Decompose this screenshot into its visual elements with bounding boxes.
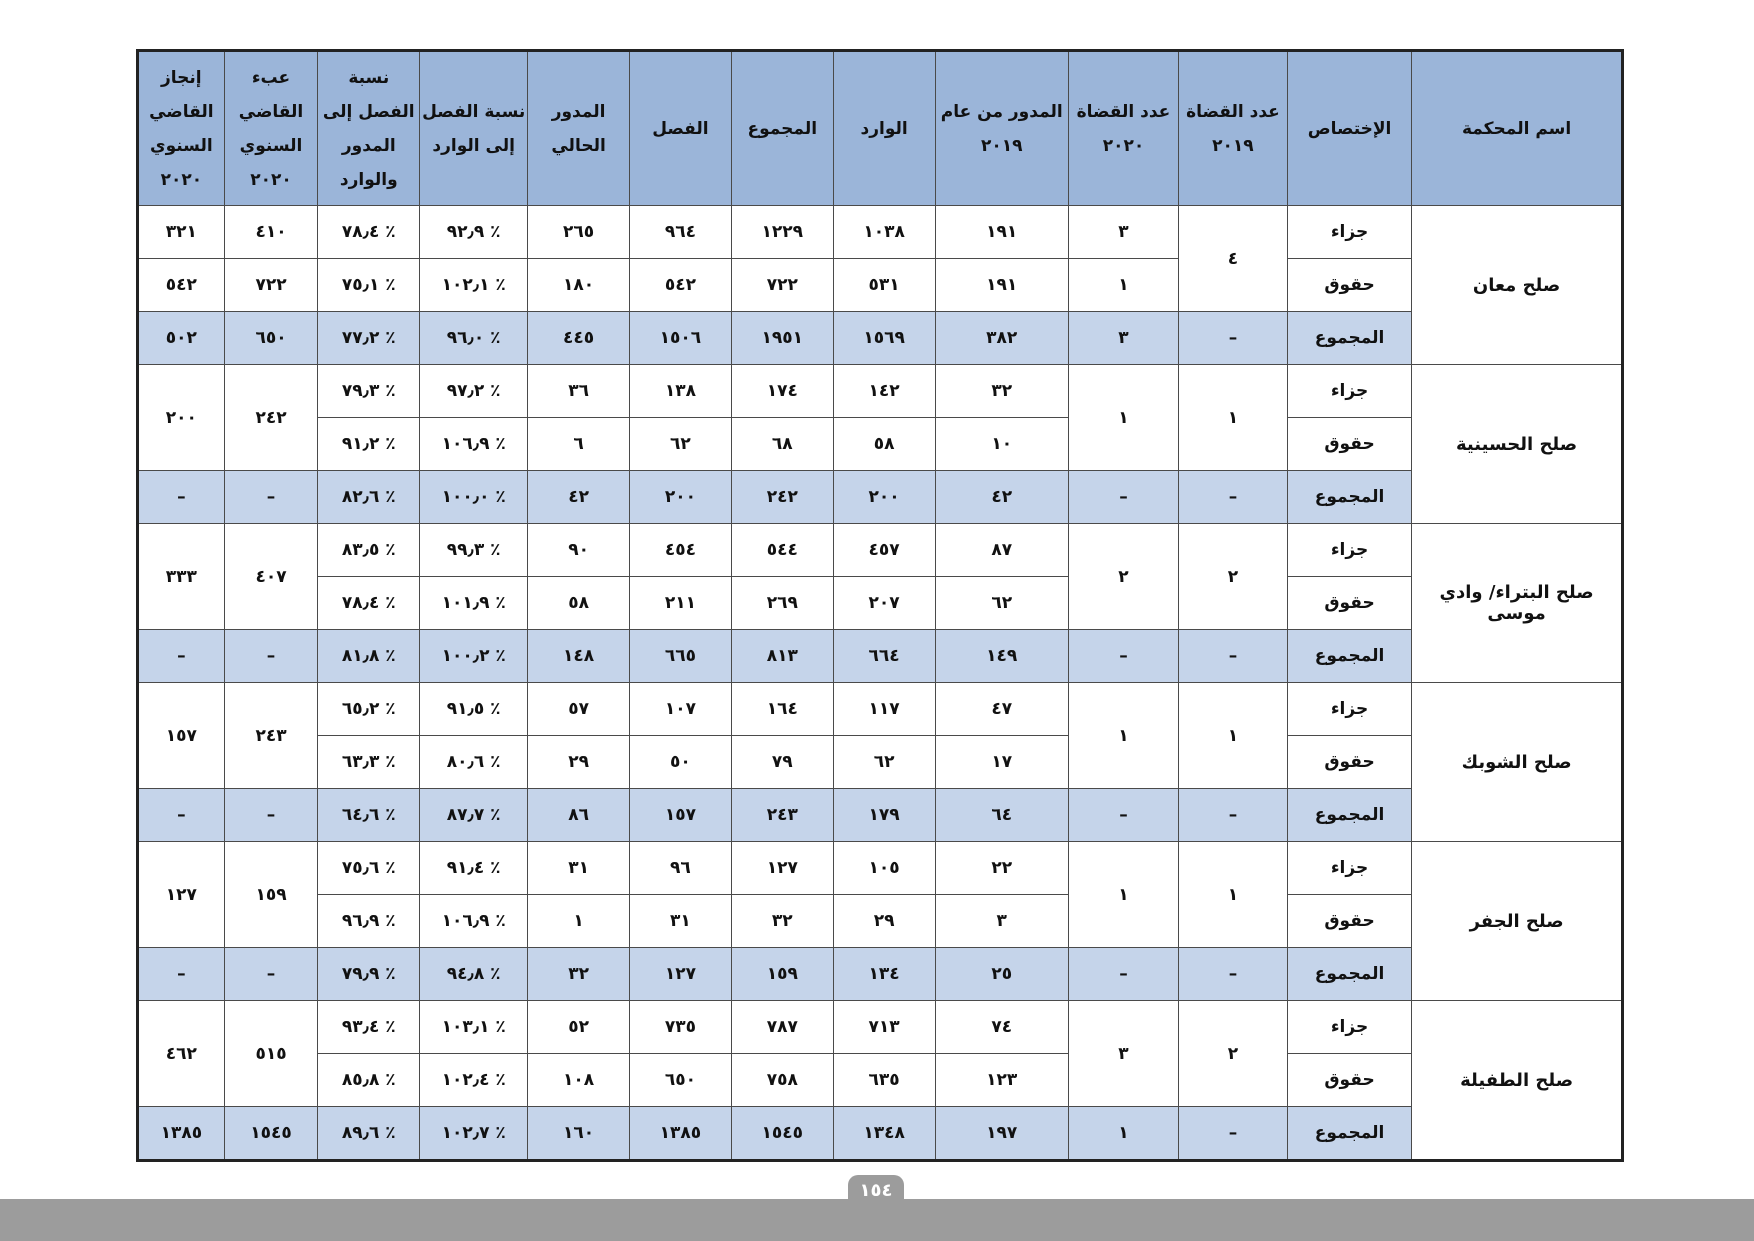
- cell-decided: ٢٠٠: [630, 471, 732, 524]
- cell-ratio-incoming: ٪ ١٠٢٫١: [420, 259, 528, 312]
- cell-carried: ٤٢: [935, 471, 1068, 524]
- cell-decided: ١٥٠٦: [630, 312, 732, 365]
- cell-burden: ٧٢٢: [224, 259, 318, 312]
- cell-decided: ٥٠: [630, 736, 732, 789]
- header-judges-2019: عدد القضاة ٢٠١٩: [1178, 51, 1287, 206]
- court-name: صلح البتراء/ وادي موسى: [1412, 524, 1623, 683]
- cell-carried: ١٩٧: [935, 1107, 1068, 1161]
- cell-incoming: ١٣٤: [833, 948, 935, 1001]
- cell-burden: ٢٤٢: [224, 365, 318, 471]
- cell-jurisdiction: المجموع: [1287, 471, 1411, 524]
- cell-judges-2020: ١: [1068, 259, 1178, 312]
- cell-judges-2020: ١: [1068, 1107, 1178, 1161]
- statistics-table-wrap: [136, 49, 1624, 1162]
- cell-current: ٩٠: [528, 524, 630, 577]
- cell-jurisdiction: جزاء: [1287, 524, 1411, 577]
- cell-ratio-all: ٪ ٧٩٫٣: [318, 365, 420, 418]
- cell-current: ٢٦٥: [528, 206, 630, 259]
- cell-incoming: ٥٨: [833, 418, 935, 471]
- cell-decided: ٢١١: [630, 577, 732, 630]
- cell-ratio-all: ٪ ٧٧٫٢: [318, 312, 420, 365]
- cell-ratio-all: ٪ ٩٦٫٩: [318, 895, 420, 948]
- table-row: [138, 524, 1623, 577]
- cell-burden: ٥١٥: [224, 1001, 318, 1107]
- cell-ratio-incoming: ٪ ٩٦٫٠: [420, 312, 528, 365]
- cell-carried: ١٠: [935, 418, 1068, 471]
- cell-judges-2019: ٤: [1178, 206, 1287, 312]
- cell-judges-2020: ٢: [1068, 524, 1178, 630]
- cell-achievement: ١٥٧: [138, 683, 225, 789]
- cell-jurisdiction: جزاء: [1287, 1001, 1411, 1054]
- cell-ratio-all: ٪ ٧٥٫٦: [318, 842, 420, 895]
- cell-total: ١٥٩: [731, 948, 833, 1001]
- table-row: [138, 259, 1623, 312]
- total-row: [138, 312, 1623, 365]
- table-row: [138, 365, 1623, 418]
- court-name: صلح معان: [1412, 206, 1623, 365]
- cell-ratio-incoming: ٪ ١٠٦٫٩: [420, 895, 528, 948]
- cell-achievement: ١٣٨٥: [138, 1107, 225, 1161]
- cell-current: ١٨٠: [528, 259, 630, 312]
- cell-current: ٣١: [528, 842, 630, 895]
- header-ratio-incoming: نسبة الفصل إلى الوارد: [420, 51, 528, 206]
- cell-incoming: ٦٣٥: [833, 1054, 935, 1107]
- cell-incoming: ٢٠٠: [833, 471, 935, 524]
- cell-judges-2020: ١: [1068, 842, 1178, 948]
- cell-incoming: ١٧٩: [833, 789, 935, 842]
- cell-decided: ١٥٧: [630, 789, 732, 842]
- cell-ratio-incoming: ٪ ١٠٦٫٩: [420, 418, 528, 471]
- header-total: المجموع: [731, 51, 833, 206]
- cell-current: ٥٨: [528, 577, 630, 630]
- total-row: [138, 948, 1623, 1001]
- cell-achievement: ٥٠٢: [138, 312, 225, 365]
- cell-total: ١٩٥١: [731, 312, 833, 365]
- header-carried-2019: المدور من عام ٢٠١٩: [935, 51, 1068, 206]
- cell-burden: ١٥٩: [224, 842, 318, 948]
- cell-achievement: –: [138, 789, 225, 842]
- header-incoming: الوارد: [833, 51, 935, 206]
- cell-achievement: ٥٤٢: [138, 259, 225, 312]
- cell-achievement: ٣٣٣: [138, 524, 225, 630]
- cell-ratio-incoming: ٪ ٩٤٫٨: [420, 948, 528, 1001]
- cell-judges-2020: ٣: [1068, 1001, 1178, 1107]
- cell-total: ٢٤٢: [731, 471, 833, 524]
- header-burden: عبء القاضي السنوي ٢٠٢٠: [224, 51, 318, 206]
- cell-ratio-incoming: ٪ ١٠٣٫١: [420, 1001, 528, 1054]
- cell-burden: ٤١٠: [224, 206, 318, 259]
- cell-current: ٦: [528, 418, 630, 471]
- cell-ratio-all: ٪ ٦٤٫٦: [318, 789, 420, 842]
- cell-incoming: ٧١٣: [833, 1001, 935, 1054]
- cell-total: ٧٨٧: [731, 1001, 833, 1054]
- cell-carried: ١٩١: [935, 259, 1068, 312]
- cell-total: ٣٢: [731, 895, 833, 948]
- header-judges-2020: عدد القضاة ٢٠٢٠: [1068, 51, 1178, 206]
- cell-current: ٤٤٥: [528, 312, 630, 365]
- table-row: [138, 736, 1623, 789]
- cell-ratio-incoming: ٪ ١٠١٫٩: [420, 577, 528, 630]
- cell-decided: ٦٢: [630, 418, 732, 471]
- cell-judges-2020: –: [1068, 789, 1178, 842]
- cell-jurisdiction: حقوق: [1287, 577, 1411, 630]
- cell-carried: ٣٨٢: [935, 312, 1068, 365]
- total-row: [138, 630, 1623, 683]
- cell-ratio-all: ٪ ٧٥٫١: [318, 259, 420, 312]
- cell-incoming: ١٠٣٨: [833, 206, 935, 259]
- cell-carried: ٤٧: [935, 683, 1068, 736]
- cell-incoming: ٢٠٧: [833, 577, 935, 630]
- cell-current: ٢٩: [528, 736, 630, 789]
- cell-jurisdiction: حقوق: [1287, 736, 1411, 789]
- cell-incoming: ٦٢: [833, 736, 935, 789]
- cell-ratio-all: ٪ ٨٩٫٦: [318, 1107, 420, 1161]
- cell-judges-2019: –: [1178, 312, 1287, 365]
- table-row: [138, 418, 1623, 471]
- cell-judges-2019: –: [1178, 948, 1287, 1001]
- cell-current: ٤٢: [528, 471, 630, 524]
- cell-decided: ١٢٧: [630, 948, 732, 1001]
- header-decided: الفصل: [630, 51, 732, 206]
- cell-current: ٨٦: [528, 789, 630, 842]
- table-row: [138, 1001, 1623, 1054]
- cell-current: ٥٧: [528, 683, 630, 736]
- cell-total: ٨١٣: [731, 630, 833, 683]
- cell-current: ٣٢: [528, 948, 630, 1001]
- cell-burden: ٤٠٧: [224, 524, 318, 630]
- cell-judges-2019: ٢: [1178, 1001, 1287, 1107]
- cell-jurisdiction: جزاء: [1287, 206, 1411, 259]
- cell-total: ٢٤٣: [731, 789, 833, 842]
- cell-carried: ٧٤: [935, 1001, 1068, 1054]
- cell-carried: ٢٢: [935, 842, 1068, 895]
- cell-judges-2019: ١: [1178, 365, 1287, 471]
- cell-burden: –: [224, 630, 318, 683]
- cell-judges-2020: ٣: [1068, 312, 1178, 365]
- cell-jurisdiction: حقوق: [1287, 895, 1411, 948]
- total-row: [138, 789, 1623, 842]
- court-statistics-table: [136, 49, 1624, 1162]
- cell-ratio-all: ٪ ٨٢٫٦: [318, 471, 420, 524]
- cell-current: ١٠٨: [528, 1054, 630, 1107]
- cell-jurisdiction: جزاء: [1287, 842, 1411, 895]
- cell-total: ١٦٤: [731, 683, 833, 736]
- cell-judges-2020: –: [1068, 948, 1178, 1001]
- table-row: [138, 683, 1623, 736]
- cell-current: ٥٢: [528, 1001, 630, 1054]
- cell-incoming: ١٣٤٨: [833, 1107, 935, 1161]
- cell-judges-2019: ١: [1178, 842, 1287, 948]
- cell-decided: ١٣٨: [630, 365, 732, 418]
- cell-burden: ٦٥٠: [224, 312, 318, 365]
- cell-carried: ١٢٣: [935, 1054, 1068, 1107]
- cell-ratio-incoming: ٪ ٨٠٫٦: [420, 736, 528, 789]
- cell-ratio-all: ٪ ٧٨٫٤: [318, 577, 420, 630]
- cell-jurisdiction: المجموع: [1287, 948, 1411, 1001]
- cell-ratio-incoming: ٪ ١٠٠٫٢: [420, 630, 528, 683]
- cell-judges-2020: ٣: [1068, 206, 1178, 259]
- cell-jurisdiction: حقوق: [1287, 418, 1411, 471]
- cell-achievement: –: [138, 948, 225, 1001]
- cell-total: ٧٥٨: [731, 1054, 833, 1107]
- cell-ratio-incoming: ٪ ٩١٫٤: [420, 842, 528, 895]
- court-name: صلح الحسينية: [1412, 365, 1623, 524]
- table-row: [138, 577, 1623, 630]
- cell-incoming: ١٥٦٩: [833, 312, 935, 365]
- cell-achievement: ٢٠٠: [138, 365, 225, 471]
- cell-current: ٣٦: [528, 365, 630, 418]
- cell-carried: ٣: [935, 895, 1068, 948]
- cell-judges-2020: –: [1068, 630, 1178, 683]
- cell-judges-2020: –: [1068, 471, 1178, 524]
- cell-ratio-all: ٪ ٨٣٫٥: [318, 524, 420, 577]
- cell-achievement: ٣٢١: [138, 206, 225, 259]
- cell-judges-2020: ١: [1068, 365, 1178, 471]
- cell-ratio-all: ٪ ٩١٫٢: [318, 418, 420, 471]
- cell-total: ٢٦٩: [731, 577, 833, 630]
- cell-decided: ٩٦: [630, 842, 732, 895]
- cell-ratio-incoming: ٪ ٩٩٫٣: [420, 524, 528, 577]
- cell-achievement: –: [138, 471, 225, 524]
- cell-jurisdiction: حقوق: [1287, 259, 1411, 312]
- cell-incoming: ١١٧: [833, 683, 935, 736]
- header-jurisdiction: الإختصاص: [1287, 51, 1411, 206]
- cell-ratio-all: ٪ ٨٥٫٨: [318, 1054, 420, 1107]
- cell-current: ١٦٠: [528, 1107, 630, 1161]
- court-name: صلح الجفر: [1412, 842, 1623, 1001]
- court-name: صلح الطفيلة: [1412, 1001, 1623, 1161]
- cell-decided: ٩٦٤: [630, 206, 732, 259]
- cell-total: ١٢٧: [731, 842, 833, 895]
- cell-carried: ٢٥: [935, 948, 1068, 1001]
- header-court: اسم المحكمة: [1412, 51, 1623, 206]
- cell-carried: ١٩١: [935, 206, 1068, 259]
- cell-judges-2019: –: [1178, 471, 1287, 524]
- cell-carried: ١٤٩: [935, 630, 1068, 683]
- cell-jurisdiction: حقوق: [1287, 1054, 1411, 1107]
- cell-ratio-incoming: ٪ ٩٧٫٢: [420, 365, 528, 418]
- cell-judges-2019: ١: [1178, 683, 1287, 789]
- cell-decided: ٦٥٠: [630, 1054, 732, 1107]
- cell-judges-2020: ١: [1068, 683, 1178, 789]
- cell-total: ١٥٤٥: [731, 1107, 833, 1161]
- cell-total: ١٢٢٩: [731, 206, 833, 259]
- cell-total: ٧٩: [731, 736, 833, 789]
- court-name: صلح الشوبك: [1412, 683, 1623, 842]
- cell-jurisdiction: المجموع: [1287, 630, 1411, 683]
- cell-carried: ٣٢: [935, 365, 1068, 418]
- cell-judges-2019: ٢: [1178, 524, 1287, 630]
- cell-judges-2019: –: [1178, 1107, 1287, 1161]
- cell-ratio-incoming: ٪ ١٠٢٫٧: [420, 1107, 528, 1161]
- cell-ratio-all: ٪ ٧٨٫٤: [318, 206, 420, 259]
- cell-ratio-all: ٪ ٦٥٫٢: [318, 683, 420, 736]
- cell-incoming: ٢٩: [833, 895, 935, 948]
- cell-incoming: ٥٣١: [833, 259, 935, 312]
- cell-decided: ٣١: [630, 895, 732, 948]
- cell-ratio-all: ٪ ٦٣٫٣: [318, 736, 420, 789]
- cell-burden: –: [224, 948, 318, 1001]
- table-row: [138, 1054, 1623, 1107]
- cell-incoming: ٦٦٤: [833, 630, 935, 683]
- cell-decided: ٤٥٤: [630, 524, 732, 577]
- header-current: المدور الحالي: [528, 51, 630, 206]
- header-row: [138, 51, 1623, 206]
- header-ratio-all: نسبة الفصل إلى المدور والوارد: [318, 51, 420, 206]
- table-row: [138, 895, 1623, 948]
- cell-jurisdiction: المجموع: [1287, 1107, 1411, 1161]
- cell-decided: ١٠٧: [630, 683, 732, 736]
- cell-ratio-incoming: ٪ ١٠٢٫٤: [420, 1054, 528, 1107]
- cell-ratio-incoming: ٪ ٩٢٫٩: [420, 206, 528, 259]
- cell-carried: ٦٢: [935, 577, 1068, 630]
- page-number: ١٥٤: [848, 1175, 904, 1207]
- cell-ratio-incoming: ٪ ٩١٫٥: [420, 683, 528, 736]
- cell-judges-2019: –: [1178, 789, 1287, 842]
- cell-decided: ١٣٨٥: [630, 1107, 732, 1161]
- cell-achievement: –: [138, 630, 225, 683]
- cell-ratio-all: ٪ ٩٣٫٤: [318, 1001, 420, 1054]
- cell-total: ٧٢٢: [731, 259, 833, 312]
- cell-ratio-incoming: ٪ ٨٧٫٧: [420, 789, 528, 842]
- cell-carried: ٦٤: [935, 789, 1068, 842]
- table-row: [138, 842, 1623, 895]
- cell-burden: –: [224, 471, 318, 524]
- cell-incoming: ١٤٢: [833, 365, 935, 418]
- cell-ratio-incoming: ٪ ١٠٠٫٠: [420, 471, 528, 524]
- cell-achievement: ٤٦٢: [138, 1001, 225, 1107]
- cell-jurisdiction: المجموع: [1287, 789, 1411, 842]
- cell-incoming: ٤٥٧: [833, 524, 935, 577]
- cell-burden: ١٥٤٥: [224, 1107, 318, 1161]
- cell-ratio-all: ٪ ٧٩٫٩: [318, 948, 420, 1001]
- cell-decided: ٦٦٥: [630, 630, 732, 683]
- cell-achievement: ١٢٧: [138, 842, 225, 948]
- table-row: [138, 206, 1623, 259]
- cell-judges-2019: –: [1178, 630, 1287, 683]
- cell-ratio-all: ٪ ٨١٫٨: [318, 630, 420, 683]
- total-row: [138, 1107, 1623, 1161]
- cell-decided: ٧٣٥: [630, 1001, 732, 1054]
- cell-jurisdiction: جزاء: [1287, 365, 1411, 418]
- cell-total: ٦٨: [731, 418, 833, 471]
- header-achievement: إنجاز القاضي السنوي ٢٠٢٠: [138, 51, 225, 206]
- cell-current: ١٤٨: [528, 630, 630, 683]
- cell-carried: ١٧: [935, 736, 1068, 789]
- cell-jurisdiction: المجموع: [1287, 312, 1411, 365]
- cell-current: ١: [528, 895, 630, 948]
- total-row: [138, 471, 1623, 524]
- cell-jurisdiction: جزاء: [1287, 683, 1411, 736]
- cell-total: ١٧٤: [731, 365, 833, 418]
- cell-carried: ٨٧: [935, 524, 1068, 577]
- cell-incoming: ١٠٥: [833, 842, 935, 895]
- cell-burden: –: [224, 789, 318, 842]
- cell-burden: ٢٤٣: [224, 683, 318, 789]
- cell-total: ٥٤٤: [731, 524, 833, 577]
- cell-decided: ٥٤٢: [630, 259, 732, 312]
